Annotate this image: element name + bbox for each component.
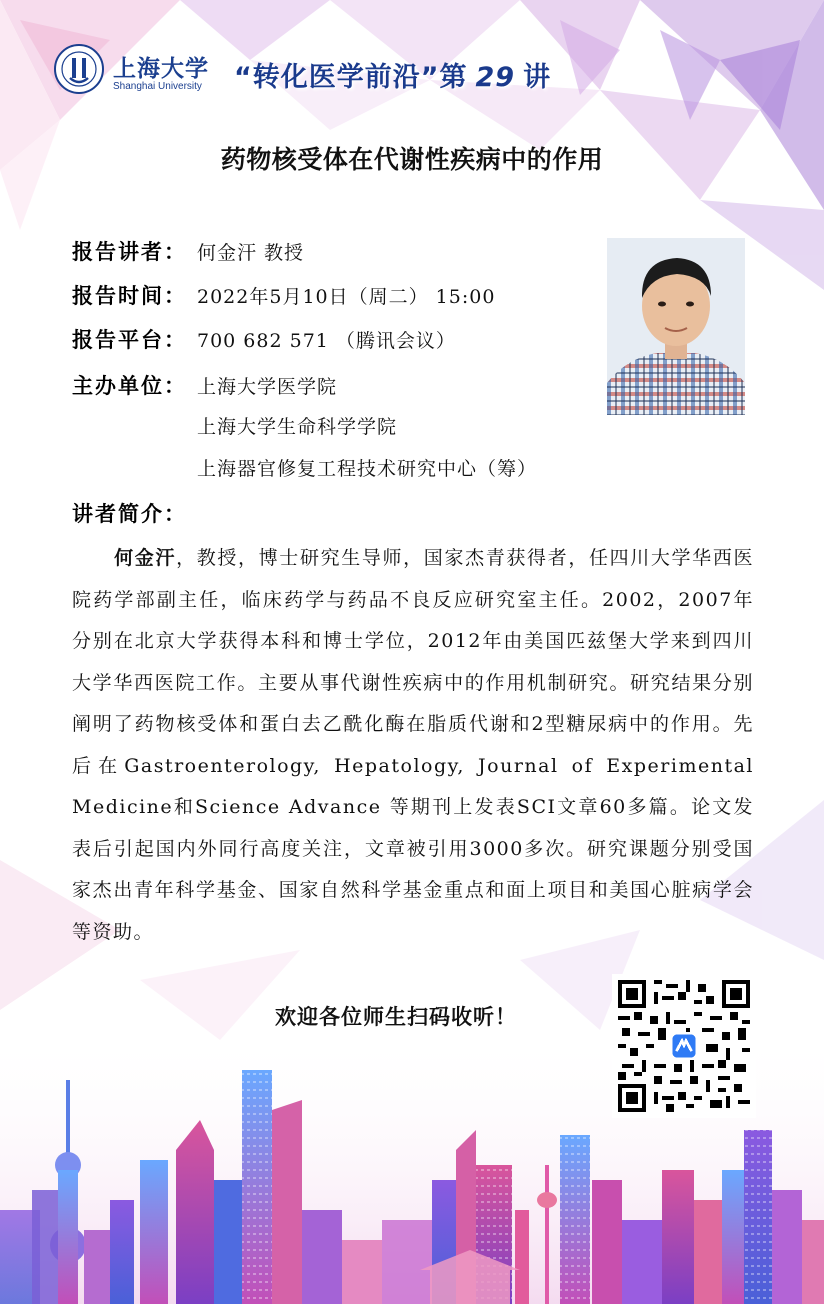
speaker-label: 报告讲者： — [72, 240, 187, 264]
host-item-3: 上海器官修复工程技术研究中心（筹） — [197, 458, 538, 480]
series-prefix: “转化医学前沿”第 — [234, 62, 468, 93]
host-item-1: 上海大学医学院 — [197, 376, 338, 398]
series-number: 29 — [475, 62, 516, 93]
series-suffix: 讲 — [523, 62, 552, 93]
time-label: 报告时间： — [72, 284, 187, 308]
host-label: 主办单位： — [72, 374, 187, 398]
qr-code[interactable] — [612, 974, 756, 1118]
platform-row — [72, 324, 456, 354]
platform-value: 700 682 571 （腾讯会议） — [197, 330, 456, 352]
host-item-2: 上海大学生命科学学院 — [197, 416, 398, 438]
talk-title: 药物核受体在代谢性疾病中的作用 — [220, 145, 604, 174]
host-row — [72, 370, 337, 400]
speaker-row — [72, 236, 304, 266]
university-logo — [54, 44, 104, 94]
bio-body: ，教授，博士研究生导师，国家杰青获得者，任四川大学华西医院药学部副主任，临床药学与药品不良反应研究室主任。2002，2007年分别在北京大学获得本科和博士学位，2012年由美国匹兹堡大学来到四川大学华西医院工作。主要从事代谢性疾病中的作用机制研究。研究结果分别阐明了药物核受体和蛋白去乙酰化酶在脂质代谢和2型糖尿病中的作用。先后在Gastroenterology, Hepatology, Journal of Experimental Medicine和Science Advance 等期刊上发表SCI文章60多篇。论文发表后引起国内外同行高度关注，文章被引用3000多次。研究课题分别受国家杰出青年科学基金、国家自然科学基金重点和面上项目和美国心脏病学会等资助。 — [72, 547, 754, 943]
university-name-cn: 上海大学 — [113, 55, 209, 82]
platform-label: 报告平台： — [72, 328, 187, 352]
speaker-portrait-icon — [607, 238, 745, 415]
university-name-en: Shanghai University — [113, 81, 202, 92]
shanghai-university-seal-icon — [54, 44, 104, 94]
lecture-series-title — [234, 55, 551, 94]
host-row-2 — [72, 412, 397, 439]
qr-code-icon[interactable] — [618, 980, 750, 1112]
speaker-photo — [607, 238, 745, 415]
welcome-message: 欢迎各位师生扫码收听！ — [275, 1005, 517, 1029]
speaker-value: 何金汗 教授 — [197, 242, 305, 264]
bio-text — [72, 538, 754, 953]
time-row — [72, 280, 495, 310]
bio-heading: 讲者简介： — [72, 502, 187, 526]
time-value: 2022年5月10日（周二） 15:00 — [197, 286, 496, 308]
host-row-3 — [72, 454, 537, 481]
bio-name: 何金汗 — [114, 547, 177, 569]
